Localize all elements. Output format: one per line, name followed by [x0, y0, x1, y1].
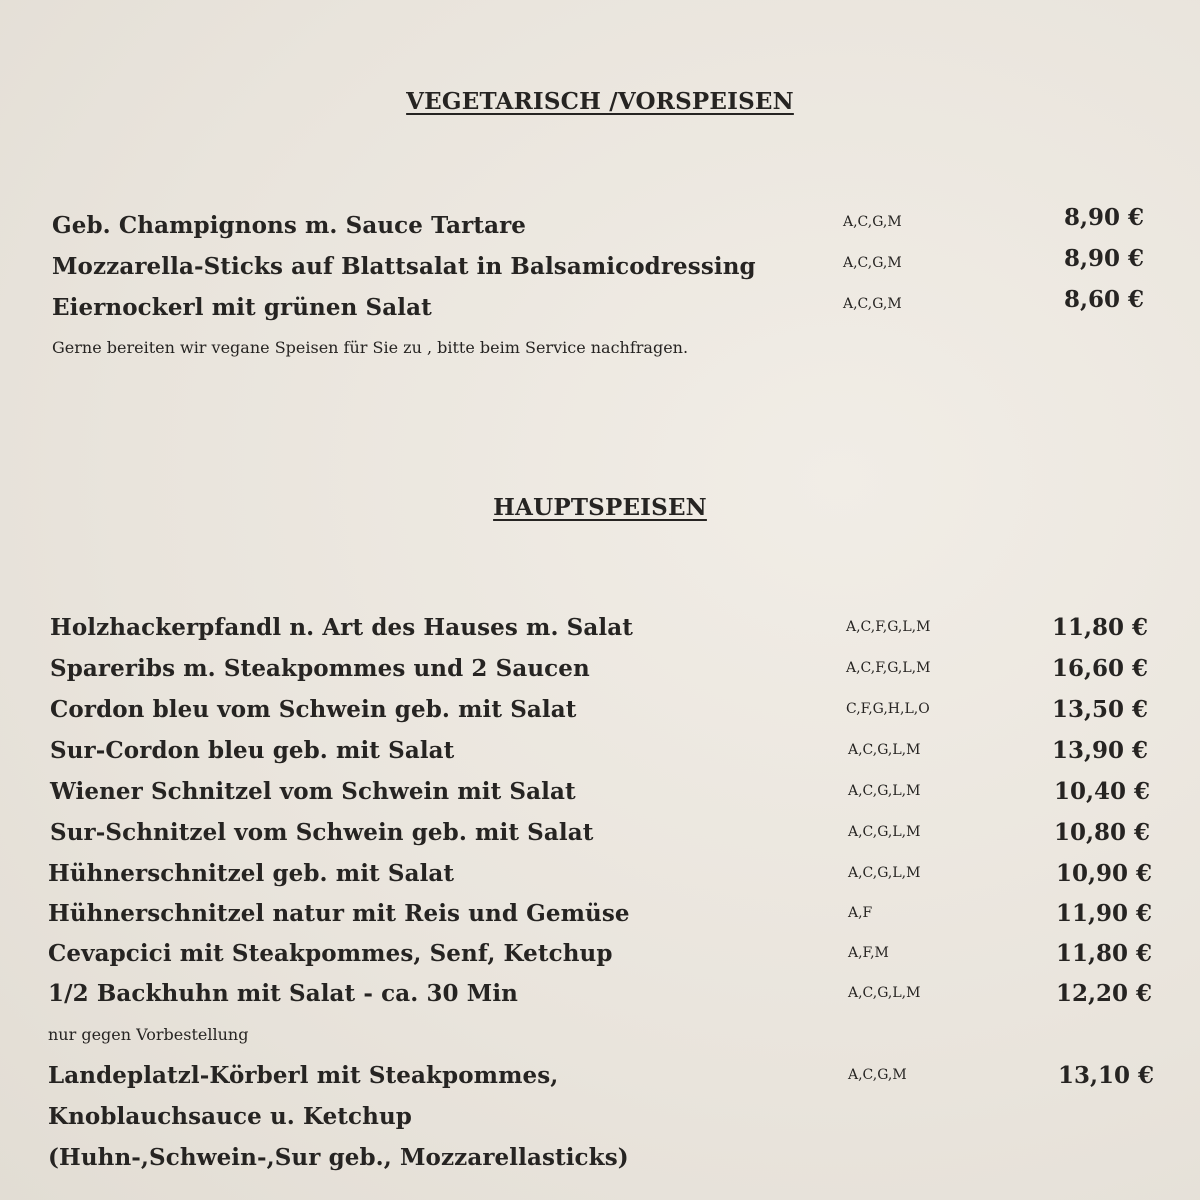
dish-name: Landeplatzl-Körberl mit Steakpommes, — [48, 1062, 559, 1089]
dish-name: Spareribs m. Steakpommes und 2 Saucen — [50, 655, 590, 682]
menu-item — [0, 737, 1200, 773]
allergen-codes: A,F,M — [848, 945, 889, 961]
allergen-codes: A,C,G,M — [843, 214, 902, 230]
allergen-codes: A,C,G,M — [848, 1067, 907, 1083]
allergen-codes: A,C,G,L,M — [848, 742, 921, 758]
dish-price: 11,90 € — [1055, 900, 1152, 927]
dish-price: 13,10 € — [1057, 1062, 1154, 1089]
menu-item — [0, 980, 1200, 1016]
menu-item — [0, 860, 1200, 896]
dish-name: Hühnerschnitzel natur mit Reis und Gemüse — [48, 900, 630, 927]
dish-name: Holzhackerpfandl n. Art des Hauses m. Salat — [50, 614, 633, 641]
menu-item — [0, 940, 1200, 976]
section-heading-hauptspeisen: HAUPTSPEISEN — [493, 494, 707, 521]
menu-item — [0, 900, 1200, 936]
dish-name: Sur-Schnitzel vom Schwein geb. mit Salat — [50, 819, 594, 846]
dish-price: 8,60 € — [1063, 286, 1144, 313]
allergen-codes: C,F,G,H,L,O — [846, 701, 930, 717]
dish-price: 10,40 € — [1053, 778, 1150, 805]
section-heading-vegetarisch: VEGETARISCH /VORSPEISEN — [406, 88, 794, 115]
dish-price: 10,80 € — [1053, 819, 1150, 846]
menu-item — [0, 819, 1200, 855]
dish-name: Sur-Cordon bleu geb. mit Salat — [50, 737, 455, 764]
menu-item — [0, 696, 1200, 732]
preorder-note: nur gegen Vorbestellung — [48, 1025, 249, 1044]
vegan-note: Gerne bereiten wir vegane Speisen für Sie zu , bitte beim Service nachfragen. — [52, 338, 689, 357]
dish-price: 11,80 € — [1055, 940, 1152, 967]
menu-item — [0, 1062, 1200, 1098]
dish-name: Mozzarella-Sticks auf Blattsalat in Balsamicodressing — [52, 253, 756, 280]
dish-name: 1/2 Backhuhn mit Salat - ca. 30 Min — [48, 980, 518, 1007]
dish-price: 8,90 € — [1063, 204, 1144, 231]
dish-price: 10,90 € — [1055, 860, 1152, 887]
dish-price: 11,80 € — [1051, 614, 1148, 641]
dish-price: 16,60 € — [1051, 655, 1148, 682]
dish-price: 13,50 € — [1051, 696, 1148, 723]
allergen-codes: A,C,G,M — [843, 296, 902, 312]
allergen-codes: A,C,G,L,M — [848, 985, 921, 1001]
dish-name: Wiener Schnitzel vom Schwein mit Salat — [50, 778, 576, 805]
menu-item — [0, 655, 1200, 691]
menu-item — [0, 778, 1200, 814]
dish-name-continued: (Huhn-,Schwein-,Sur geb., Mozzarellasticks) — [48, 1144, 629, 1171]
allergen-codes: A,C,G,L,M — [848, 824, 921, 840]
dish-price: 12,20 € — [1055, 980, 1152, 1007]
allergen-codes: A,C,F,G,L,M — [846, 660, 931, 676]
menu-item — [0, 204, 1200, 246]
dish-price: 8,90 € — [1063, 245, 1144, 272]
menu-item — [0, 286, 1200, 328]
allergen-codes: A,C,G,M — [843, 255, 902, 271]
dish-price: 13,90 € — [1051, 737, 1148, 764]
dish-name: Geb. Champignons m. Sauce Tartare — [52, 212, 527, 239]
allergen-codes: A,C,G,L,M — [848, 783, 921, 799]
dish-name: Eiernockerl mit grünen Salat — [52, 294, 432, 321]
dish-name: Cevapcici mit Steakpommes, Senf, Ketchup — [48, 940, 613, 967]
allergen-codes: A,C,G,L,M — [848, 865, 921, 881]
dish-name: Hühnerschnitzel geb. mit Salat — [48, 860, 455, 887]
allergen-codes: A,C,F,G,L,M — [846, 619, 931, 635]
dish-name-continued: Knoblauchsauce u. Ketchup — [48, 1103, 412, 1130]
allergen-codes: A,F — [848, 905, 873, 921]
menu-item — [0, 245, 1200, 287]
dish-name: Cordon bleu vom Schwein geb. mit Salat — [50, 696, 577, 723]
menu-item — [0, 614, 1200, 650]
